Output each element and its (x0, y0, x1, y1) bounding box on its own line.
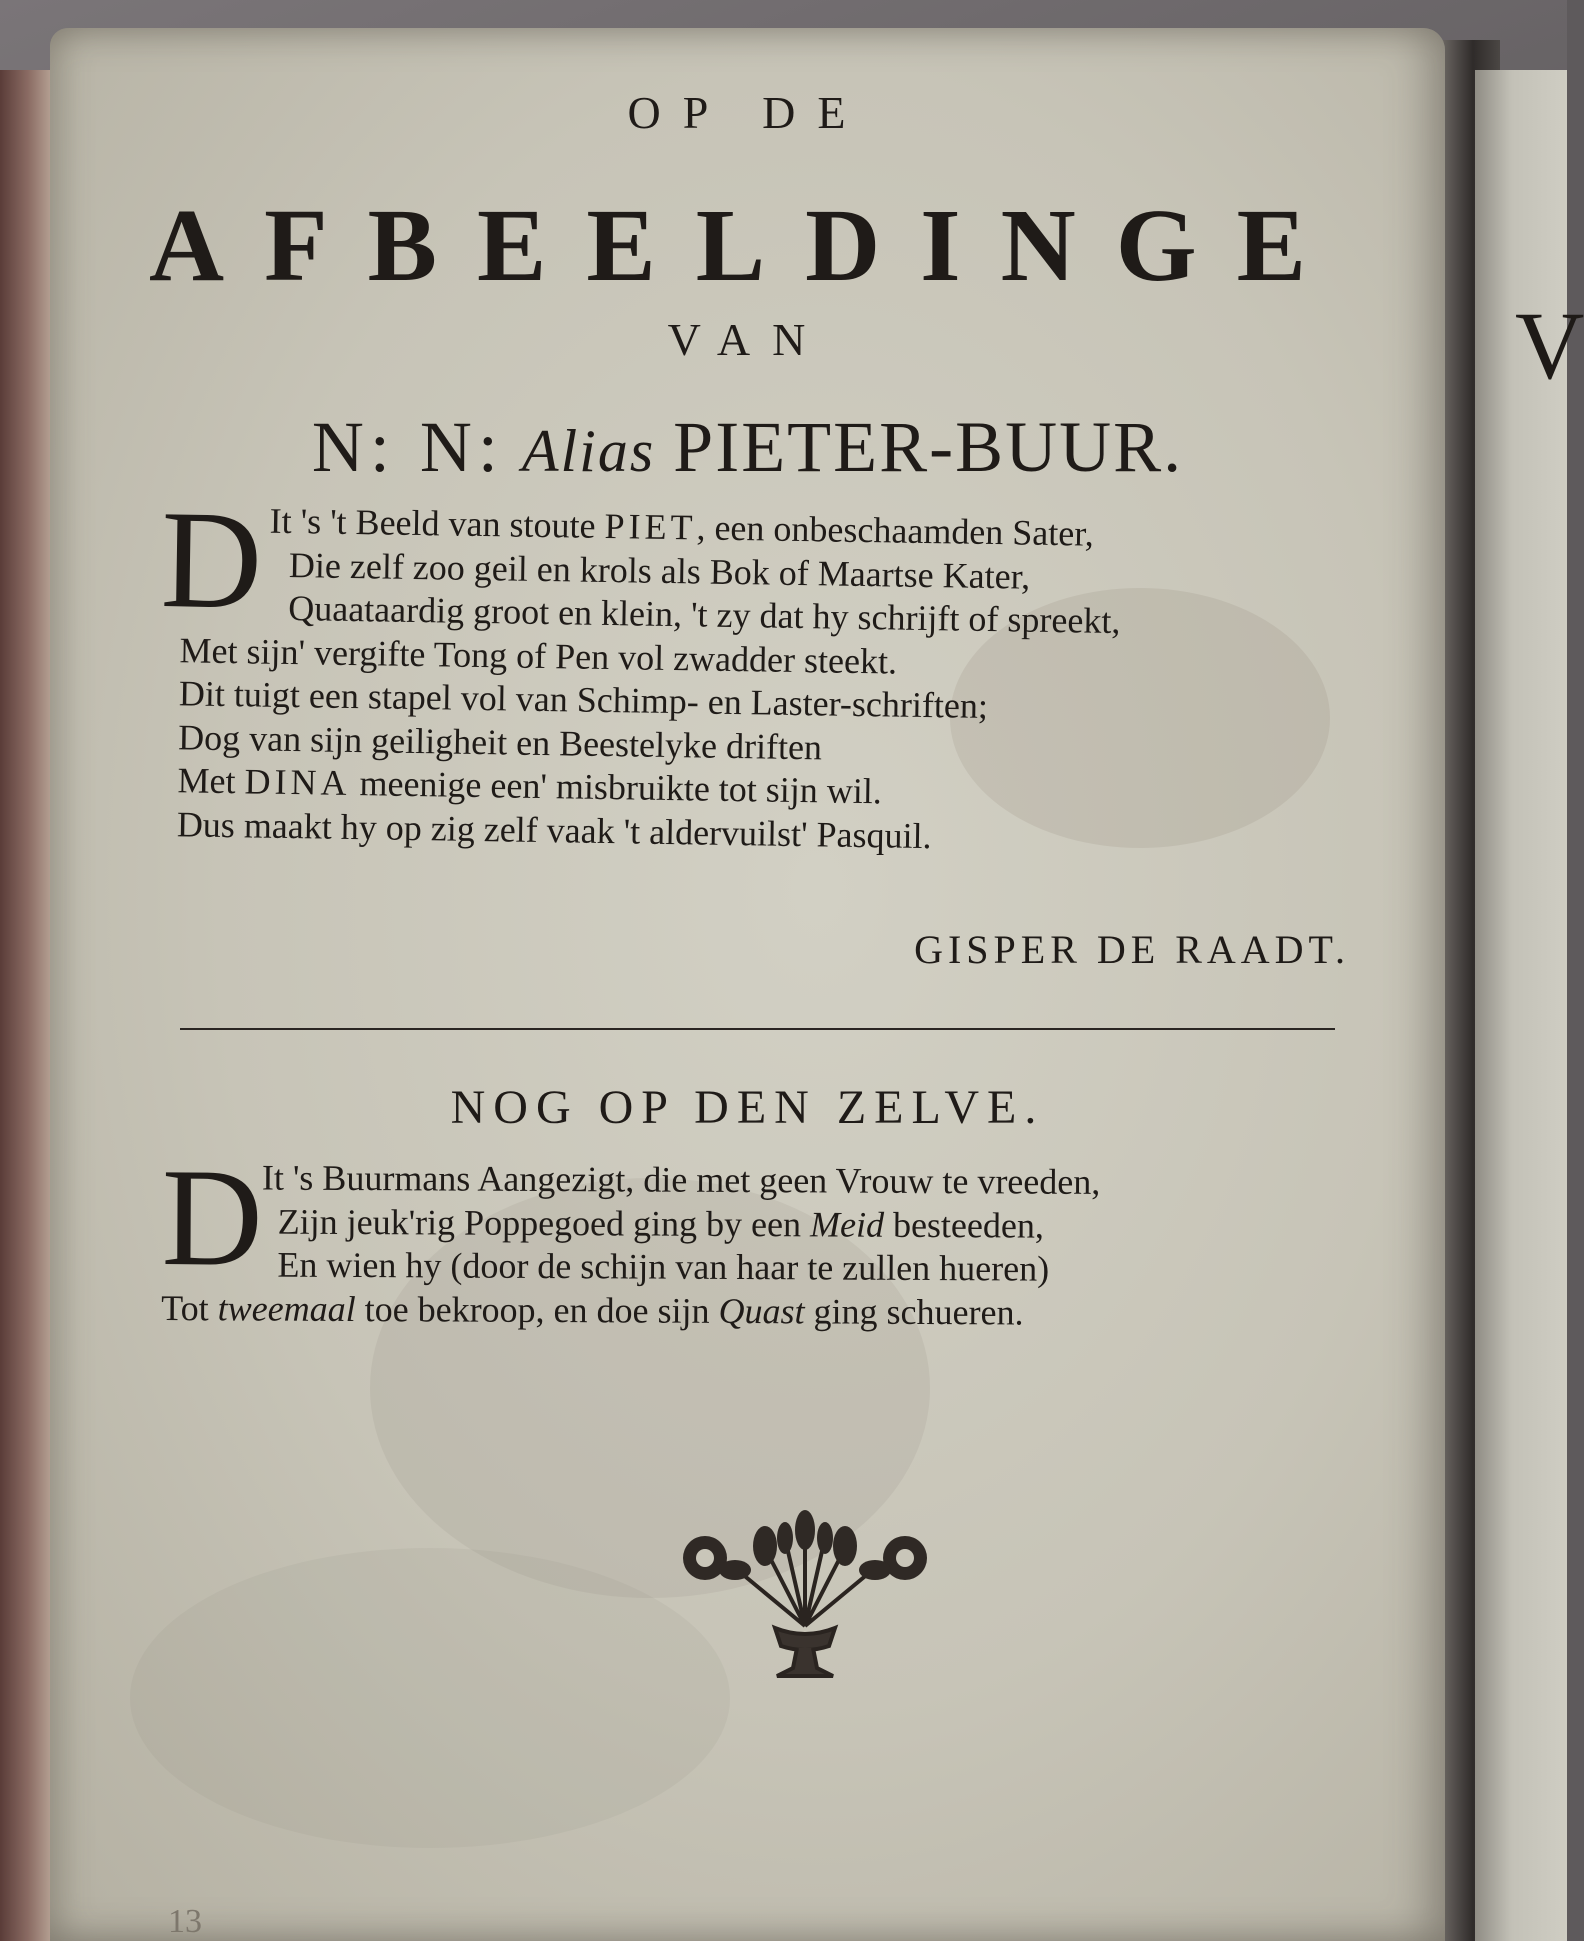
book-page (50, 28, 1445, 1941)
poem-text: Die zelf zoo geil en krols als Bok of Maartse Kater, (288, 544, 1031, 597)
poem-1 (157, 482, 1123, 861)
signature: GISPER DE RAADT. (914, 927, 1350, 972)
poem-1-dropcap: D (159, 482, 264, 639)
heading-initials: N: N: (311, 407, 504, 487)
facing-page-letter: V (1515, 292, 1584, 399)
poem-text: Met (177, 760, 245, 802)
section-divider (180, 1028, 1335, 1030)
heading-title: AFBEELDINGE (148, 188, 1347, 303)
heading-op-de: OP DE (627, 87, 868, 138)
poem-text: ging schueren. (804, 1290, 1024, 1333)
poem-2-dropcap: D (161, 1140, 264, 1296)
heading-person: PIETER-BUUR. (673, 407, 1184, 487)
poem-text: En wien hy (door de schijn van haar te zullen hueren) (277, 1244, 1050, 1289)
poem-text: Dit tuigt een stapel vol van Schimp- en Laster-schriften; (178, 673, 989, 726)
page-stain (130, 1548, 730, 1848)
poem-italic: Meid (809, 1203, 885, 1245)
heading-nog-op-den-zelve: NOG OP DEN ZELVE. (450, 1081, 1045, 1134)
poem-text: Met sijn' vergifte Tong of Pen vol zwadder steekt. (179, 629, 898, 682)
page-number: 13 (168, 1903, 202, 1940)
poem-text: Dog van sijn geiligheit en Beestelyke driften (177, 716, 823, 767)
poem-line (161, 1243, 1100, 1291)
poem-italic: tweemaal (217, 1287, 356, 1329)
poem-text: Dus maakt hy op zig zelf vaak 't aldervuilst' Pasquil. (176, 803, 932, 856)
poem-text: It 's 't Beeld van stoute (269, 500, 605, 546)
poem-text: besteeden, (883, 1204, 1045, 1246)
poem-italic: Quast (718, 1290, 805, 1331)
poem-name: DINA (244, 761, 351, 803)
poem-text: Quaataardig groot en klein, 't zy dat hy schrijft of spreekt, (287, 587, 1121, 642)
poem-name: PIET (604, 505, 697, 548)
poem-line (162, 1156, 1101, 1204)
poem-text: toe bekroop, en doe sijn (355, 1288, 719, 1331)
flower-basket-ornament (665, 1508, 945, 1683)
heading-van: VAN (667, 314, 828, 365)
poem-text: meenige een' misbruikte tot sijn wil. (350, 762, 883, 812)
poem-line (161, 1286, 1100, 1334)
poem-text: , een onbeschaamden Sater, (696, 507, 1095, 554)
poem-2 (161, 1140, 1101, 1335)
poem-text: Zijn jeuk'rig Poppegoed ging by een (277, 1201, 811, 1244)
heading-name (50, 406, 1445, 489)
poem-line (162, 1199, 1101, 1247)
poem-text: It 's Buurmans Aangezigt, die met geen Vrouw te vreeden, (261, 1157, 1101, 1202)
heading-alias: Alias (521, 418, 656, 484)
poem-text: Tot (161, 1287, 218, 1328)
